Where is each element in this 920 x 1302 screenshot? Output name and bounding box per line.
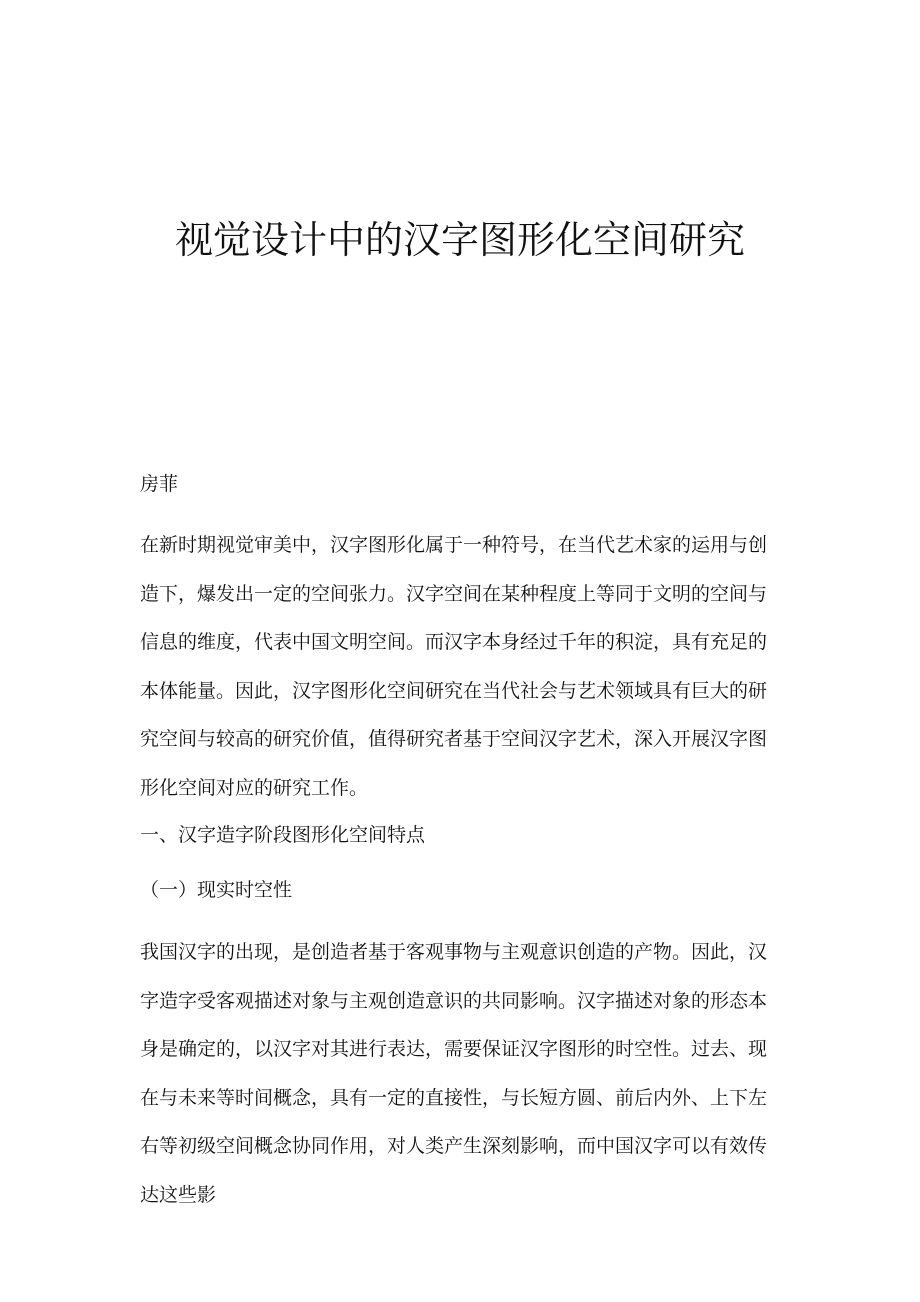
section-heading: 一、汉字造字阶段图形化空间特点 — [140, 824, 426, 846]
body-paragraph: 我国汉字的出现，是创造者基于客观事物与主观意识创造的产物。因此，汉字造字受客观描述对象与主观创造意识的共同影响。汉字描述对象的形态本身是确定的，以汉字对其进行表达，需要保证汉字图形的时空性。过去、现在与未来等时间概念，具有一定的直接性，与长短方圆、前后内外、上下左右等初级空间概念协同作用，对人类产生深刻影响，而中国汉字可以有效传达这些影 — [140, 941, 768, 1206]
subsection-heading: （一）现实时空性 — [140, 879, 293, 901]
document-title: 视觉设计中的汉字图形化空间研究 — [174, 218, 745, 262]
author-name: 房菲 — [140, 473, 179, 495]
intro-paragraph: 在新时期视觉审美中，汉字图形化属于一种符号，在当代艺术家的运用与创造下，爆发出一定的空间张力。汉字空间在某种程度上等同于文明的空间与信息的维度，代表中国文明空间。而汉字本身经过千年的积淀，具有充足的本体能量。因此，汉字图形化空间研究在当代社会与艺术领域具有巨大的研究空间与较高的研究价值，值得研究者基于空间汉字艺术，深入开展汉字图形化空间对应的研究工作。 — [140, 534, 768, 799]
